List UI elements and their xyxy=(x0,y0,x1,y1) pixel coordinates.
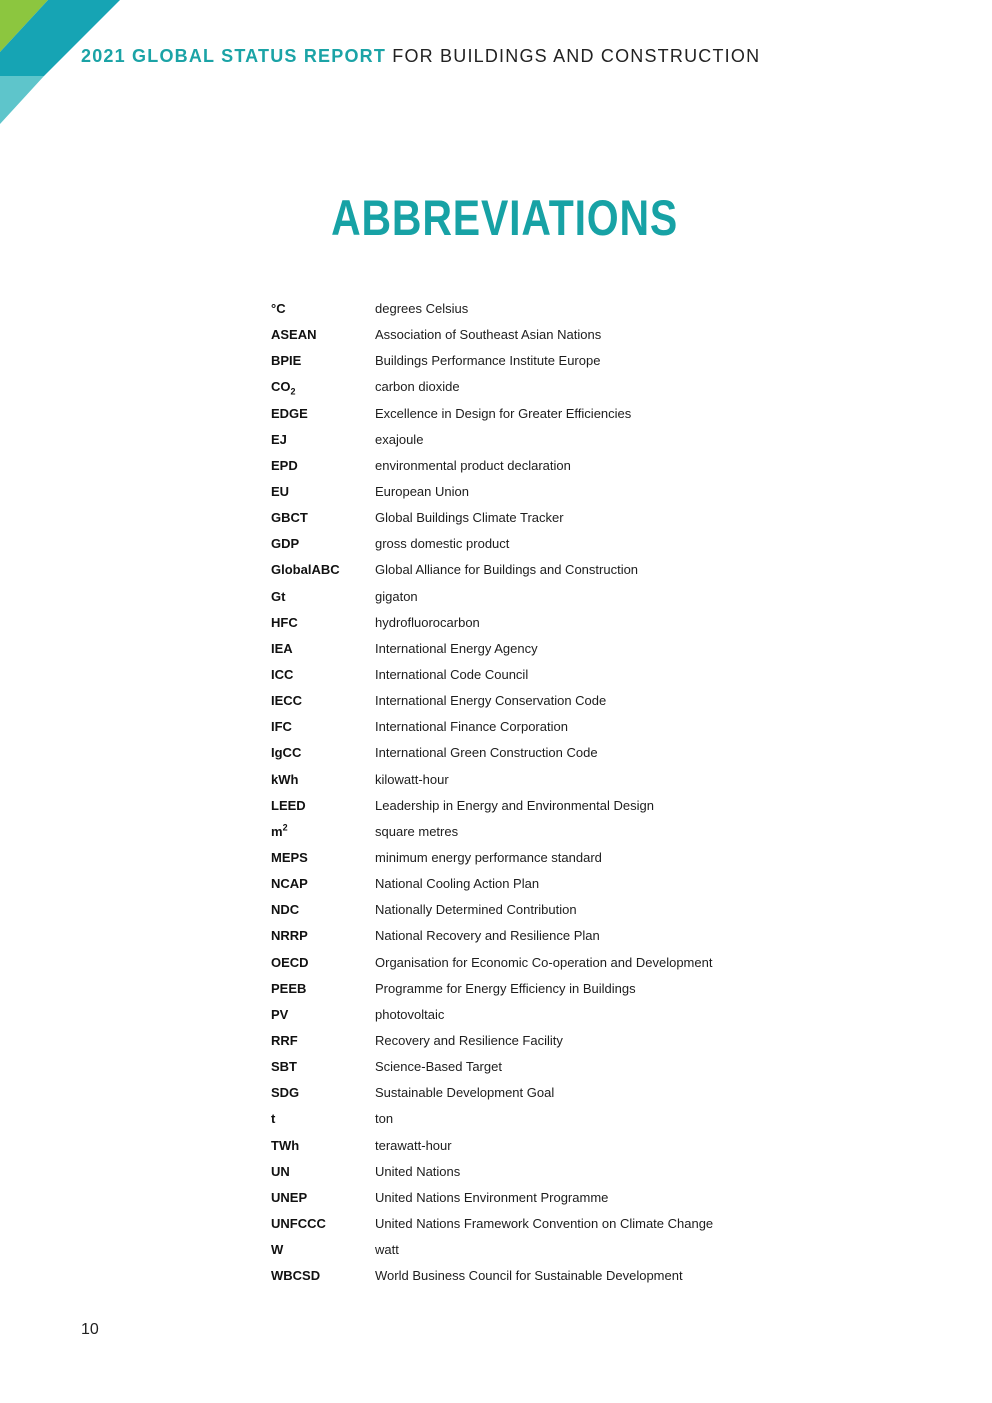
abbreviation-row xyxy=(271,1185,831,1211)
abbreviation-definition: Recovery and Resilience Facility xyxy=(375,1033,563,1048)
abbreviation-row xyxy=(271,1237,831,1263)
abbreviation-term: ASEAN xyxy=(271,327,317,343)
abbreviation-row xyxy=(271,584,831,610)
abbreviation-term: kWh xyxy=(271,771,299,787)
abbreviation-row xyxy=(271,767,831,793)
abbreviation-row xyxy=(271,1211,831,1237)
abbreviation-row xyxy=(271,871,831,897)
abbreviation-definition: Global Alliance for Buildings and Construction xyxy=(375,562,639,578)
abbreviation-row xyxy=(271,557,831,583)
abbreviation-row xyxy=(271,1080,831,1106)
abbreviation-row xyxy=(271,296,831,322)
abbreviation-term: EPD xyxy=(271,457,298,473)
abbreviation-term: IFC xyxy=(271,719,292,735)
abbreviation-row xyxy=(271,662,831,688)
abbreviation-row xyxy=(271,950,831,976)
abbreviation-definition: European Union xyxy=(375,484,469,500)
abbreviation-row xyxy=(271,793,831,819)
abbreviation-term: UN xyxy=(271,1163,290,1179)
abbreviation-term: IgCC xyxy=(271,745,302,761)
abbreviation-term: $CO_2$ xyxy=(271,379,296,398)
abbreviation-definition: United Nations Framework Convention on Climate Change xyxy=(375,1215,714,1231)
abbreviation-definition: square metres xyxy=(375,823,459,839)
abbreviation-term: NRRP xyxy=(271,928,308,944)
abbreviation-row xyxy=(271,505,831,531)
abbreviation-term: PEEB xyxy=(271,980,307,996)
abbreviation-row xyxy=(271,531,831,557)
abbreviation-term: W xyxy=(271,1242,284,1258)
page-title: ABBREVIATIONS xyxy=(331,190,679,246)
abbreviation-row xyxy=(271,1106,831,1132)
abbreviation-term: EU xyxy=(271,484,290,500)
abbreviation-definition: Excellence in Design for Greater Efficiencies xyxy=(375,405,632,421)
abbreviation-term: IEA xyxy=(271,640,293,656)
abbreviation-definition: watt xyxy=(375,1242,399,1258)
abbreviation-term: UNFCCC xyxy=(271,1215,326,1231)
abbreviation-row xyxy=(271,636,831,662)
abbreviation-definition: Organisation for Economic Co-operation and Development xyxy=(375,954,713,970)
abbreviation-row xyxy=(271,1159,831,1185)
abbreviation-row xyxy=(271,923,831,949)
abbreviation-row xyxy=(271,714,831,740)
abbreviation-row xyxy=(271,374,831,400)
abbreviation-definition: Association of Southeast Asian Nations xyxy=(375,327,602,343)
abbreviation-definition: exajoule xyxy=(375,431,424,447)
abbreviation-row xyxy=(271,427,831,453)
abbreviation-definition: carbon dioxide xyxy=(375,379,460,395)
abbreviation-definition: gross domestic product xyxy=(375,536,510,552)
abbreviation-definition: International Energy Conservation Code xyxy=(375,693,607,709)
abbreviation-row xyxy=(271,1028,831,1054)
abbreviation-term: PV xyxy=(271,1006,289,1022)
abbreviation-row xyxy=(271,740,831,766)
abbreviation-row xyxy=(271,819,831,845)
abbreviation-definition: environmental product declaration xyxy=(375,457,571,473)
abbreviation-row xyxy=(271,1263,831,1289)
abbreviation-term: SBT xyxy=(271,1059,297,1075)
abbreviation-definition: Global Buildings Climate Tracker xyxy=(375,510,564,526)
abbreviation-definition: International Finance Corporation xyxy=(375,719,568,735)
abbreviation-definition: terawatt-hour xyxy=(375,1137,452,1153)
abbreviation-definition: United Nations xyxy=(375,1163,461,1179)
abbreviation-term: °C xyxy=(271,301,286,317)
abbreviation-definition: photovoltaic xyxy=(375,1006,445,1022)
abbreviation-definition: Leadership in Energy and Environmental Design xyxy=(375,797,654,813)
abbreviation-definition: Buildings Performance Institute Europe xyxy=(375,353,601,369)
abbreviation-term: Gt xyxy=(271,588,286,604)
report-title-accent: 2021 GLOBAL STATUS REPORT xyxy=(81,46,387,66)
abbreviation-definition: Sustainable Development Goal xyxy=(375,1085,555,1101)
running-header xyxy=(81,44,760,69)
abbreviation-term: NCAP xyxy=(271,876,308,892)
abbreviation-term: RRF xyxy=(271,1033,298,1048)
abbreviation-term: $m^2$ xyxy=(271,822,288,839)
abbreviation-definition: gigaton xyxy=(375,588,418,604)
abbreviation-row xyxy=(271,453,831,479)
abbreviation-term: SDG xyxy=(271,1085,300,1101)
page-number: 10 xyxy=(81,1321,99,1338)
abbreviation-row xyxy=(271,845,831,871)
abbreviation-term: TWh xyxy=(271,1137,300,1153)
abbreviation-term: WBCSD xyxy=(271,1268,321,1284)
abbreviation-row xyxy=(271,348,831,374)
abbreviation-term: ICC xyxy=(271,667,294,683)
abbreviation-term: NDC xyxy=(271,902,300,918)
abbreviation-row xyxy=(271,1133,831,1159)
abbreviation-term: EJ xyxy=(271,431,287,447)
abbreviation-term: IECC xyxy=(271,693,303,709)
abbreviation-term: EDGE xyxy=(271,405,308,421)
abbreviation-definition: degrees Celsius xyxy=(375,301,469,317)
abbreviation-row xyxy=(271,401,831,427)
abbreviation-term: UNEP xyxy=(271,1189,308,1205)
abbreviation-term: HFC xyxy=(271,614,298,630)
abbreviation-row xyxy=(271,688,831,714)
abbreviation-row xyxy=(271,897,831,923)
abbreviation-definition: Science-Based Target xyxy=(375,1059,502,1075)
abbreviation-row xyxy=(271,322,831,348)
abbreviation-definition: ton xyxy=(375,1111,394,1127)
abbreviation-definition: International Energy Agency xyxy=(375,640,538,656)
abbreviation-definition: kilowatt-hour xyxy=(375,771,449,787)
abbreviation-term: GlobalABC xyxy=(271,562,340,578)
abbreviation-term: OECD xyxy=(271,954,309,970)
abbreviation-term: LEED xyxy=(271,797,306,813)
abbreviation-definition: Programme for Energy Efficiency in Buildings xyxy=(375,980,636,996)
abbreviation-row xyxy=(271,1002,831,1028)
abbreviation-definition: World Business Council for Sustainable Development xyxy=(375,1268,683,1284)
abbreviation-row xyxy=(271,479,831,505)
abbreviation-row xyxy=(271,1054,831,1080)
abbreviation-definition: Nationally Determined Contribution xyxy=(375,902,577,918)
abbreviation-term: MEPS xyxy=(271,850,308,866)
abbreviation-definition: International Code Council xyxy=(375,667,529,683)
abbreviation-term: t xyxy=(271,1111,276,1127)
abbreviation-definition: hydrofluorocarbon xyxy=(375,614,480,630)
abbreviations-list xyxy=(271,296,831,1289)
abbreviation-definition: National Cooling Action Plan xyxy=(375,876,540,892)
abbreviation-term: GBCT xyxy=(271,510,308,526)
abbreviation-definition: National Recovery and Resilience Plan xyxy=(375,928,600,944)
abbreviation-row xyxy=(271,976,831,1002)
report-title-rest: FOR BUILDINGS AND CONSTRUCTION xyxy=(386,46,761,66)
abbreviation-definition: United Nations Environment Programme xyxy=(375,1189,609,1205)
abbreviation-row xyxy=(271,610,831,636)
abbreviation-definition: International Green Construction Code xyxy=(375,745,598,761)
abbreviation-definition: minimum energy performance standard xyxy=(375,850,602,866)
abbreviation-term: BPIE xyxy=(271,353,302,369)
abbreviation-term: GDP xyxy=(271,536,300,552)
